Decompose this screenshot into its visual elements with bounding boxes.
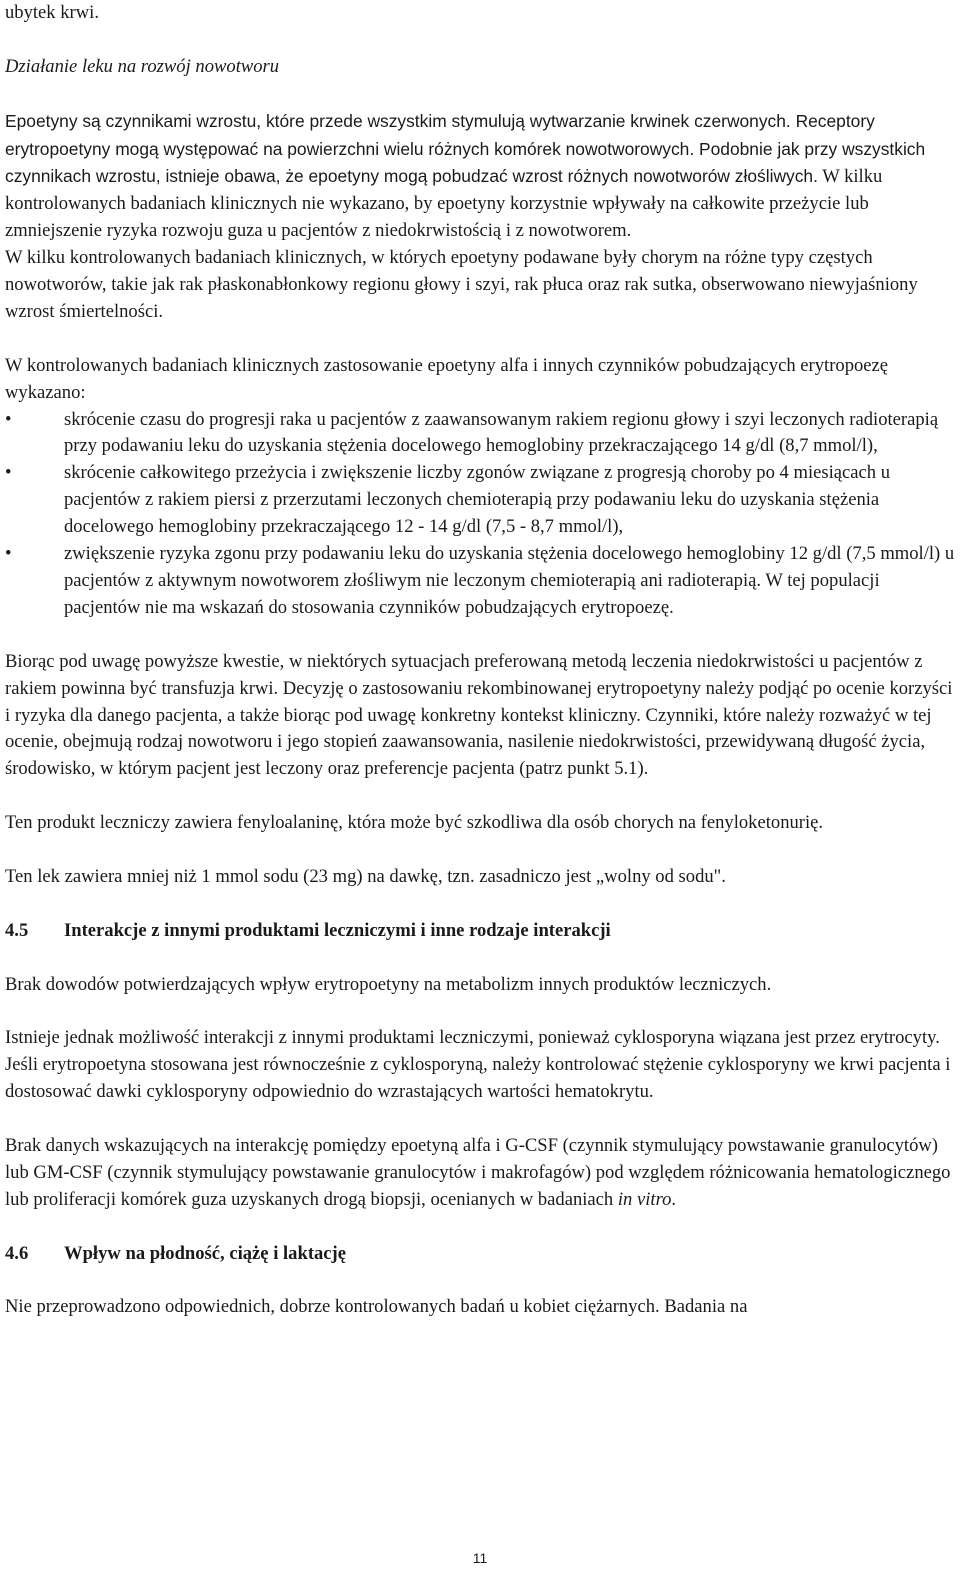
paragraph-gcsf-end: . xyxy=(671,1188,677,1210)
list-item-text: zwiększenie ryzyka zgonu przy podawaniu leku do uzyskania stężenia docelowego hemoglobiny 12 g/dl (7,5 mmol/l) u pacjentów z aktywnym nowotworem złośliwym nie leczonym chemioterapią ani radioterapią. W tej populacji pacjentów nie ma wskazań do stosowania czynników pobudzających erytropoezę. xyxy=(64,543,955,618)
paragraph-cyclosporine: Istnieje jednak możliwość interakcji z innymi produktami leczniczymi, ponieważ cyklosporyna wiązana jest przez erytrocyty. Jeśli erytropoetyna stosowana jest równocześnie z cyklosporyną, należy kontrolować stężenie cyklosporyny we krwi pacjenta i dostosować dawki cyklosporyny odpowiednio do wzrastających wartości hematokrytu. xyxy=(5,1027,951,1103)
list-item xyxy=(5,541,957,622)
paragraph-sodium: Ten lek zawiera mniej niż 1 mmol sodu (23 mg) na dawkę, tzn. zasadniczo jest „wolny od sodu". xyxy=(5,865,726,887)
bullet-icon: • xyxy=(5,462,12,484)
paragraph-gcsf xyxy=(5,1133,957,1214)
paragraph-epoetins-serif-part: W kilku kontrolowanych badaniach klinicznych nie wykazano, by epoetyny korzystnie wpływały na całkowite przeżycie lub zmniejszenie ryzyka rozwoju guza u pacjentów z niedokrwistością i z nowotworem. xyxy=(5,166,883,242)
section-title: Interakcje z innymi produktami leczniczymi i inne rodzaje interakcji xyxy=(64,919,611,941)
section-number: 4.6 xyxy=(5,1242,29,1264)
list-item xyxy=(5,460,957,541)
paragraph-gcsf-italic: in vitro xyxy=(617,1188,672,1210)
paragraph-controlled-trials-intro: W kontrolowanych badaniach klinicznych zastosowanie epoetyny alfa i innych czynników pobudzających erytropoezę wykazano: xyxy=(5,354,889,403)
document-page xyxy=(5,0,957,1321)
list-item xyxy=(5,407,957,461)
section-number: 4.5 xyxy=(5,919,29,941)
paragraph-no-evidence: Brak dowodów potwierdzających wpływ erytropoetyny na metabolizm innych produktów leczniczych. xyxy=(5,973,772,995)
section-heading-4-6 xyxy=(5,1241,957,1268)
subheading-tumor-growth: Działanie leku na rozwój nowotworu xyxy=(5,55,280,77)
paragraph-blood-loss: ubytek krwi. xyxy=(5,2,99,23)
paragraph-mortality: W kilku kontrolowanych badaniach klinicznych, w których epoetyny podawane były chorym na różne typy częstych nowotworów, takie jak rak płaskonabłonkowy regionu głowy i szyi, rak płuca oraz rak sutka, obserwowano niewyjaśniony wzrost śmiertelności. xyxy=(5,247,918,322)
paragraph-phenylalanine: Ten produkt leczniczy zawiera fenyloalaninę, która może być szkodliwa dla osób chorych na fenyloketonurię. xyxy=(5,812,824,834)
list-item-text: skrócenie czasu do progresji raka u pacjentów z zaawansowanym rakiem regionu głowy i szyi leczonych radioterapią przy podawaniu leku do uzyskania stężenia docelowego hemoglobiny przekraczającego 14 g/dl (8,7 mmol/l), xyxy=(64,408,939,457)
bullet-icon: • xyxy=(5,543,12,565)
paragraph-pregnancy: Nie przeprowadzono odpowiednich, dobrze kontrolowanych badań u kobiet ciężarnych. Badania na xyxy=(5,1296,748,1318)
paragraph-epoetins-sans-part: Epoetyny są czynnikami wzrostu, które przede wszystkim stymulują wytwarzanie krwinek czerwonych. Receptory erytropoetyny mogą występować na powierzchni wielu różnych komórek nowotworowych. Podobnie jak przy wszystkich czynnikach wzrostu, istnieje obawa, że epoetyny mogą pobudzać wzrost różnych nowotworów złośliwych. xyxy=(5,110,926,187)
bullet-icon: • xyxy=(5,408,12,430)
list-item-text: skrócenie całkowitego przeżycia i zwiększenie liczby zgonów związane z progresją choroby po 4 miesiącach u pacjentów z rakiem piersi z przerzutami leczonych chemioterapią przy podawaniu leku do uzyskania stężenia docelowego hemoglobiny przekraczającego 12 - 14 g/dl (7,5 - 8,7 mmol/l), xyxy=(64,462,891,538)
paragraph-transfusion: Biorąc pod uwagę powyższe kwestie, w niektórych sytuacjach preferowaną metodą leczenia niedokrwistości u pacjentów z rakiem powinna być transfuzja krwi. Decyzję o zastosowaniu rekombinowanej erytropoetyny należy podjąć po ocenie korzyści i ryzyka dla danego pacjenta, a także biorąc pod uwagę konkretny kontekst kliniczny. Czynniki, które należy rozważyć w tej ocenie, obejmują rodzaj nowotworu i jego stopień zaawansowania, nasilenie niedokrwistości, przewidywaną długość życia, środowisko, w którym pacjent jest leczony oraz preferencje pacjenta (patrz punkt 5.1). xyxy=(5,650,953,780)
page-number: 11 xyxy=(472,1550,488,1566)
section-heading-4-5 xyxy=(5,918,957,945)
section-title: Wpływ na płodność, ciążę i laktację xyxy=(64,1242,347,1264)
paragraph-epoetins-growth-factors xyxy=(5,108,957,246)
paragraph-gcsf-main: Brak danych wskazujących na interakcję pomiędzy epoetyną alfa i G-CSF (czynnik stymulujący powstawanie granulocytów) lub GM-CSF (czynnik stymulujący powstawanie granulocytów i makrofagów) pod względem różnicowania hematologicznego lub proliferacji komórek guza uzyskanych drogą biopsji, ocenianych w badaniach xyxy=(5,1134,951,1210)
bullet-list-findings xyxy=(5,407,957,622)
